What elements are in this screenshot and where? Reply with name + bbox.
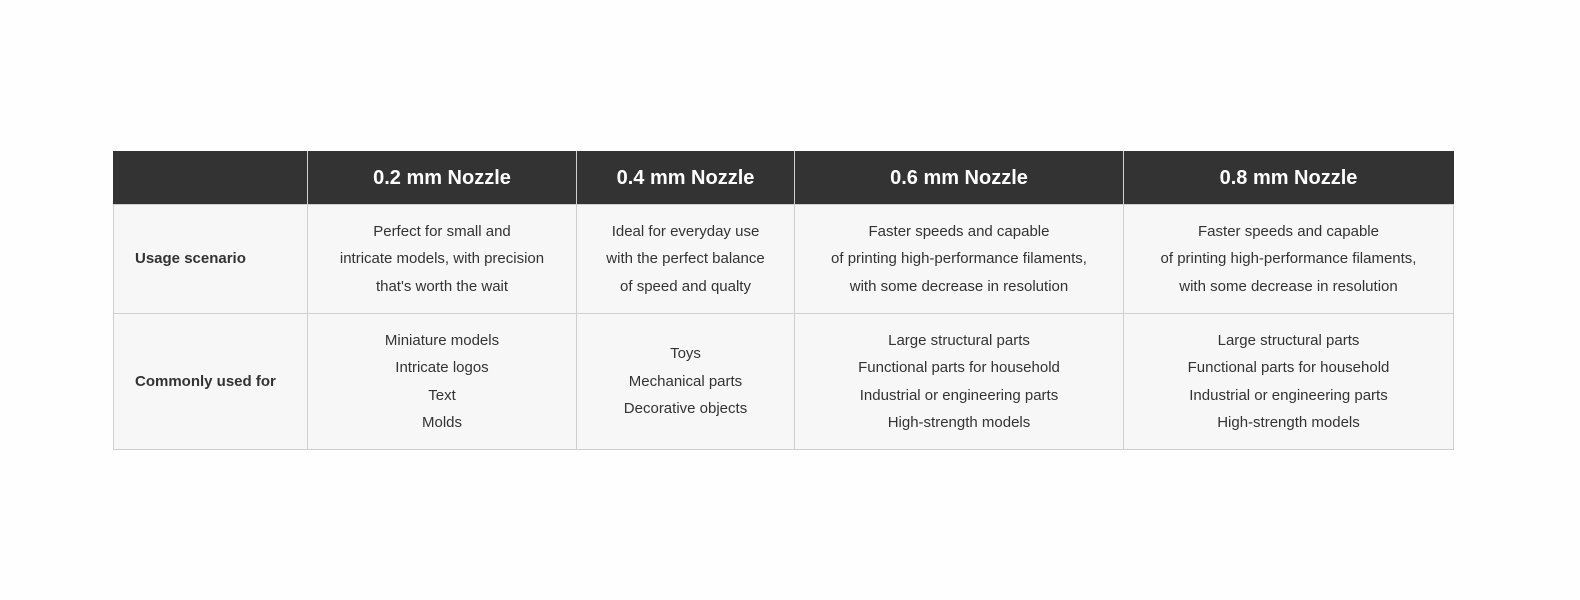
cell-line: High-strength models <box>1217 414 1360 431</box>
cell-line: Miniature models <box>384 331 500 349</box>
cell-line: Mechanical parts <box>628 372 743 390</box>
cell-line: with some decrease in resolution <box>1179 277 1398 295</box>
cell-line: with some decrease in resolution <box>849 277 1069 295</box>
cell-line: with the perfect balance <box>606 250 765 268</box>
cell-line: of printing high-performance filaments, <box>831 250 1087 268</box>
header-corner <box>114 152 308 205</box>
cell-line: that's worth the wait <box>375 277 509 295</box>
cell-line: High-strength models <box>887 414 1031 431</box>
header-0-6mm-nozzle: 0.6 mm Nozzle <box>795 152 1124 205</box>
cell-line: Faster speeds and capable <box>868 222 1050 240</box>
row-label: Usage scenario <box>114 205 308 314</box>
cell-line: Functional parts for household <box>858 359 1060 376</box>
cell-line: Toys <box>670 345 701 363</box>
cell-line: Industrial or engineering parts <box>859 386 1059 404</box>
table-row-usage-scenario <box>114 205 1454 314</box>
cell-line: Text <box>428 386 456 404</box>
cell-line: Molds <box>421 414 462 431</box>
header-row <box>114 152 1454 205</box>
usage-cell-0-4mm <box>577 205 795 314</box>
cell-line: Large structural parts <box>888 331 1030 349</box>
cell-line: Large structural parts <box>1217 331 1360 349</box>
used-cell-0-6mm <box>795 314 1124 450</box>
table-row-commonly-used-for <box>114 314 1454 450</box>
row-label: Commonly used for <box>114 314 308 450</box>
cell-line: Ideal for everyday use <box>611 222 760 240</box>
header-0-8mm-nozzle: 0.8 mm Nozzle <box>1124 152 1454 205</box>
usage-cell-0-8mm <box>1124 205 1454 314</box>
cell-line: of printing high-performance filaments, <box>1160 250 1417 268</box>
usage-cell-0-2mm <box>308 205 577 314</box>
cell-line: intricate models, with precision <box>339 250 545 268</box>
nozzle-comparison-table <box>113 151 1454 450</box>
cell-line: Industrial or engineering parts <box>1189 386 1388 404</box>
cell-line: Intricate logos <box>395 359 489 376</box>
used-cell-0-4mm <box>577 314 795 450</box>
usage-cell-0-6mm <box>795 205 1124 314</box>
header-0-4mm-nozzle: 0.4 mm Nozzle <box>577 152 795 205</box>
cell-line: of speed and qualty <box>620 277 751 295</box>
cell-line: Perfect for small and <box>373 222 511 240</box>
cell-line: Faster speeds and capable <box>1198 222 1379 240</box>
cell-line: Decorative objects <box>623 400 748 418</box>
used-cell-0-8mm <box>1124 314 1454 450</box>
used-cell-0-2mm <box>308 314 577 450</box>
header-0-2mm-nozzle: 0.2 mm Nozzle <box>308 152 577 205</box>
cell-line: Functional parts for household <box>1187 359 1390 376</box>
